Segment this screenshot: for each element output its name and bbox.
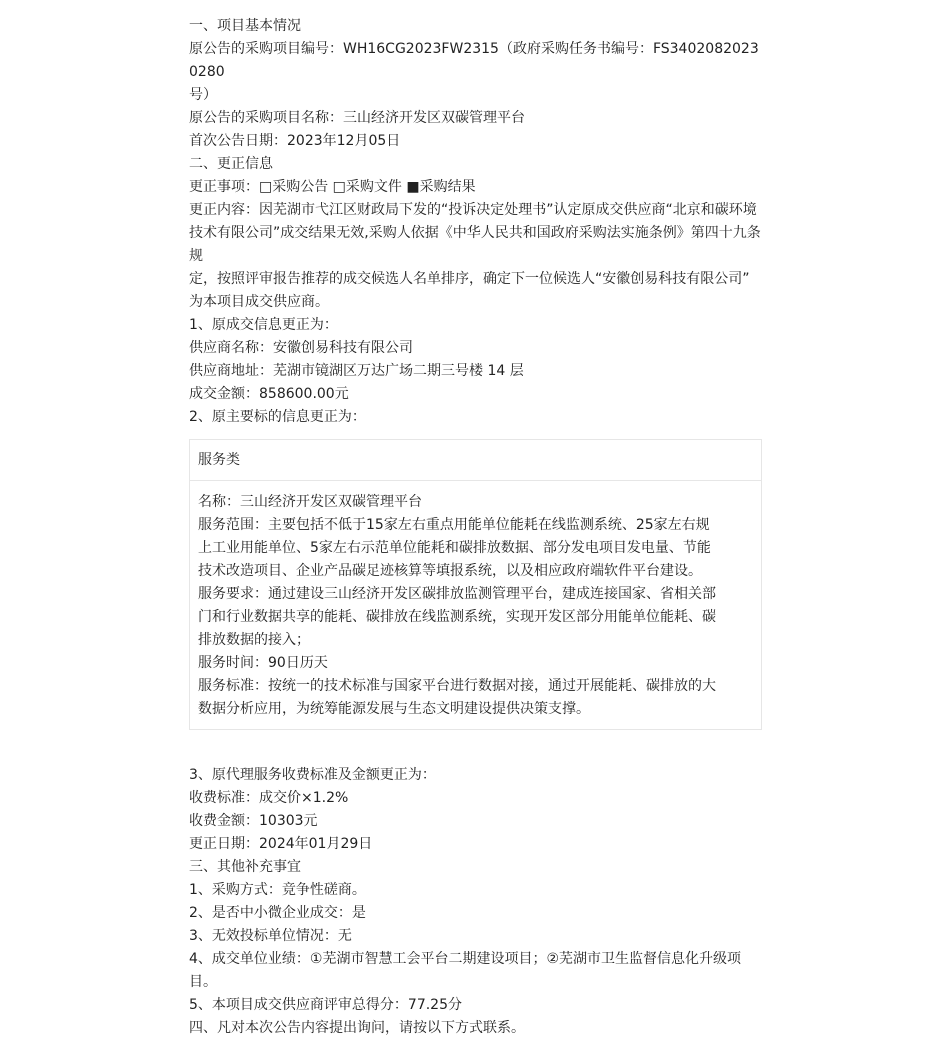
supplier-name: 供应商名称：安徽创易科技有限公司 (189, 340, 413, 356)
sub-2-heading: 2、原主要标的信息更正为： (189, 409, 366, 425)
announcement-body (189, 15, 762, 1040)
sub-1-heading: 1、原成交信息更正为： (189, 317, 338, 333)
service-box-header: 服务类 (190, 440, 761, 481)
supplement-item: 1、采购方式：竞争性磋商。 (189, 882, 366, 898)
service-line: 服务范围：主要包括不低于15家左右重点用能单位能耗在线监测系统、25家左右规 (198, 517, 710, 533)
sub-3-heading: 3、原代理服务收费标准及金额更正为： (189, 767, 436, 783)
correction-content-line: 定，按照评审报告推荐的成交候选人名单排序，确定下一位候选人“安徽创易科技有限公司” (189, 271, 750, 287)
fee-amount: 收费金额：10303元 (189, 813, 318, 829)
project-number-line-2: 号） (189, 87, 217, 103)
service-line: 服务要求：通过建设三山经济开发区碳排放监测管理平台，建成连接国家、省相关部 (198, 586, 716, 602)
project-name: 原公告的采购项目名称：三山经济开发区双碳管理平台 (189, 110, 525, 126)
correction-content-line: 技术有限公司”成交结果无效,采购人依据《中华人民共和国政府采购法实施条例》第四十九条规 (189, 225, 761, 264)
fee-standard: 收费标准：成交价×1.2% (189, 790, 349, 806)
correction-content-line: 更正内容：因芜湖市弋江区财政局下发的“投诉决定处理书”认定原成交供应商“北京和碳环境 (189, 202, 757, 218)
supplement-item: 3、无效投标单位情况：无 (189, 928, 352, 944)
supplement-item: 2、是否中小微企业成交：是 (189, 905, 366, 921)
service-line: 技术改造项目、企业产品碳足迹核算等填报系统，以及相应政府端软件平台建设。 (198, 563, 702, 579)
service-line: 名称：三山经济开发区双碳管理平台 (198, 494, 422, 510)
service-line: 服务标准：按统一的技术标准与国家平台进行数据对接，通过开展能耗、碳排放的大 (198, 678, 716, 694)
service-line: 上工业用能单位、5家左右示范单位能耗和碳排放数据、部分发电项目发电量、节能 (198, 540, 711, 556)
correction-date: 更正日期：2024年01月29日 (189, 836, 373, 852)
supplement-item: 5、本项目成交供应商评审总得分：77.25分 (189, 997, 462, 1013)
service-box-body (190, 481, 761, 729)
first-announcement-date: 首次公告日期：2023年12月05日 (189, 133, 401, 149)
supplement-item: 4、成交单位业绩：①芜湖市智慧工会平台二期建设项目；②芜湖市卫生监督信息化升级项目。 (189, 951, 742, 990)
service-line: 门和行业数据共享的能耗、碳排放在线监测系统，实现开发区部分用能单位能耗、碳 (198, 609, 716, 625)
correction-content-line: 为本项目成交供应商。 (189, 294, 329, 310)
correction-items: 更正事项：□采购公告 □采购文件 ■采购结果 (189, 179, 476, 195)
transaction-amount: 成交金额：858600.00元 (189, 386, 349, 402)
project-number-line-1: 原公告的采购项目编号：WH16CG2023FW2315（政府采购任务书编号：FS34020820230280 (189, 41, 759, 80)
section-4-heading: 四、凡对本次公告内容提出询问，请按以下方式联系。 (189, 1020, 525, 1036)
spacer (189, 730, 762, 764)
section-1-heading: 一、项目基本情况 (189, 18, 301, 34)
service-info-box (189, 439, 762, 730)
section-3-heading: 三、其他补充事宜 (189, 859, 301, 875)
section-2-heading: 二、更正信息 (189, 156, 273, 172)
service-line: 服务时间：90日历天 (198, 655, 328, 671)
service-line: 数据分析应用，为统筹能源发展与生态文明建设提供决策支撑。 (198, 701, 590, 717)
supplier-address: 供应商地址：芜湖市镜湖区万达广场二期三号楼 14 层 (189, 363, 524, 379)
service-line: 排放数据的接入； (198, 632, 310, 648)
